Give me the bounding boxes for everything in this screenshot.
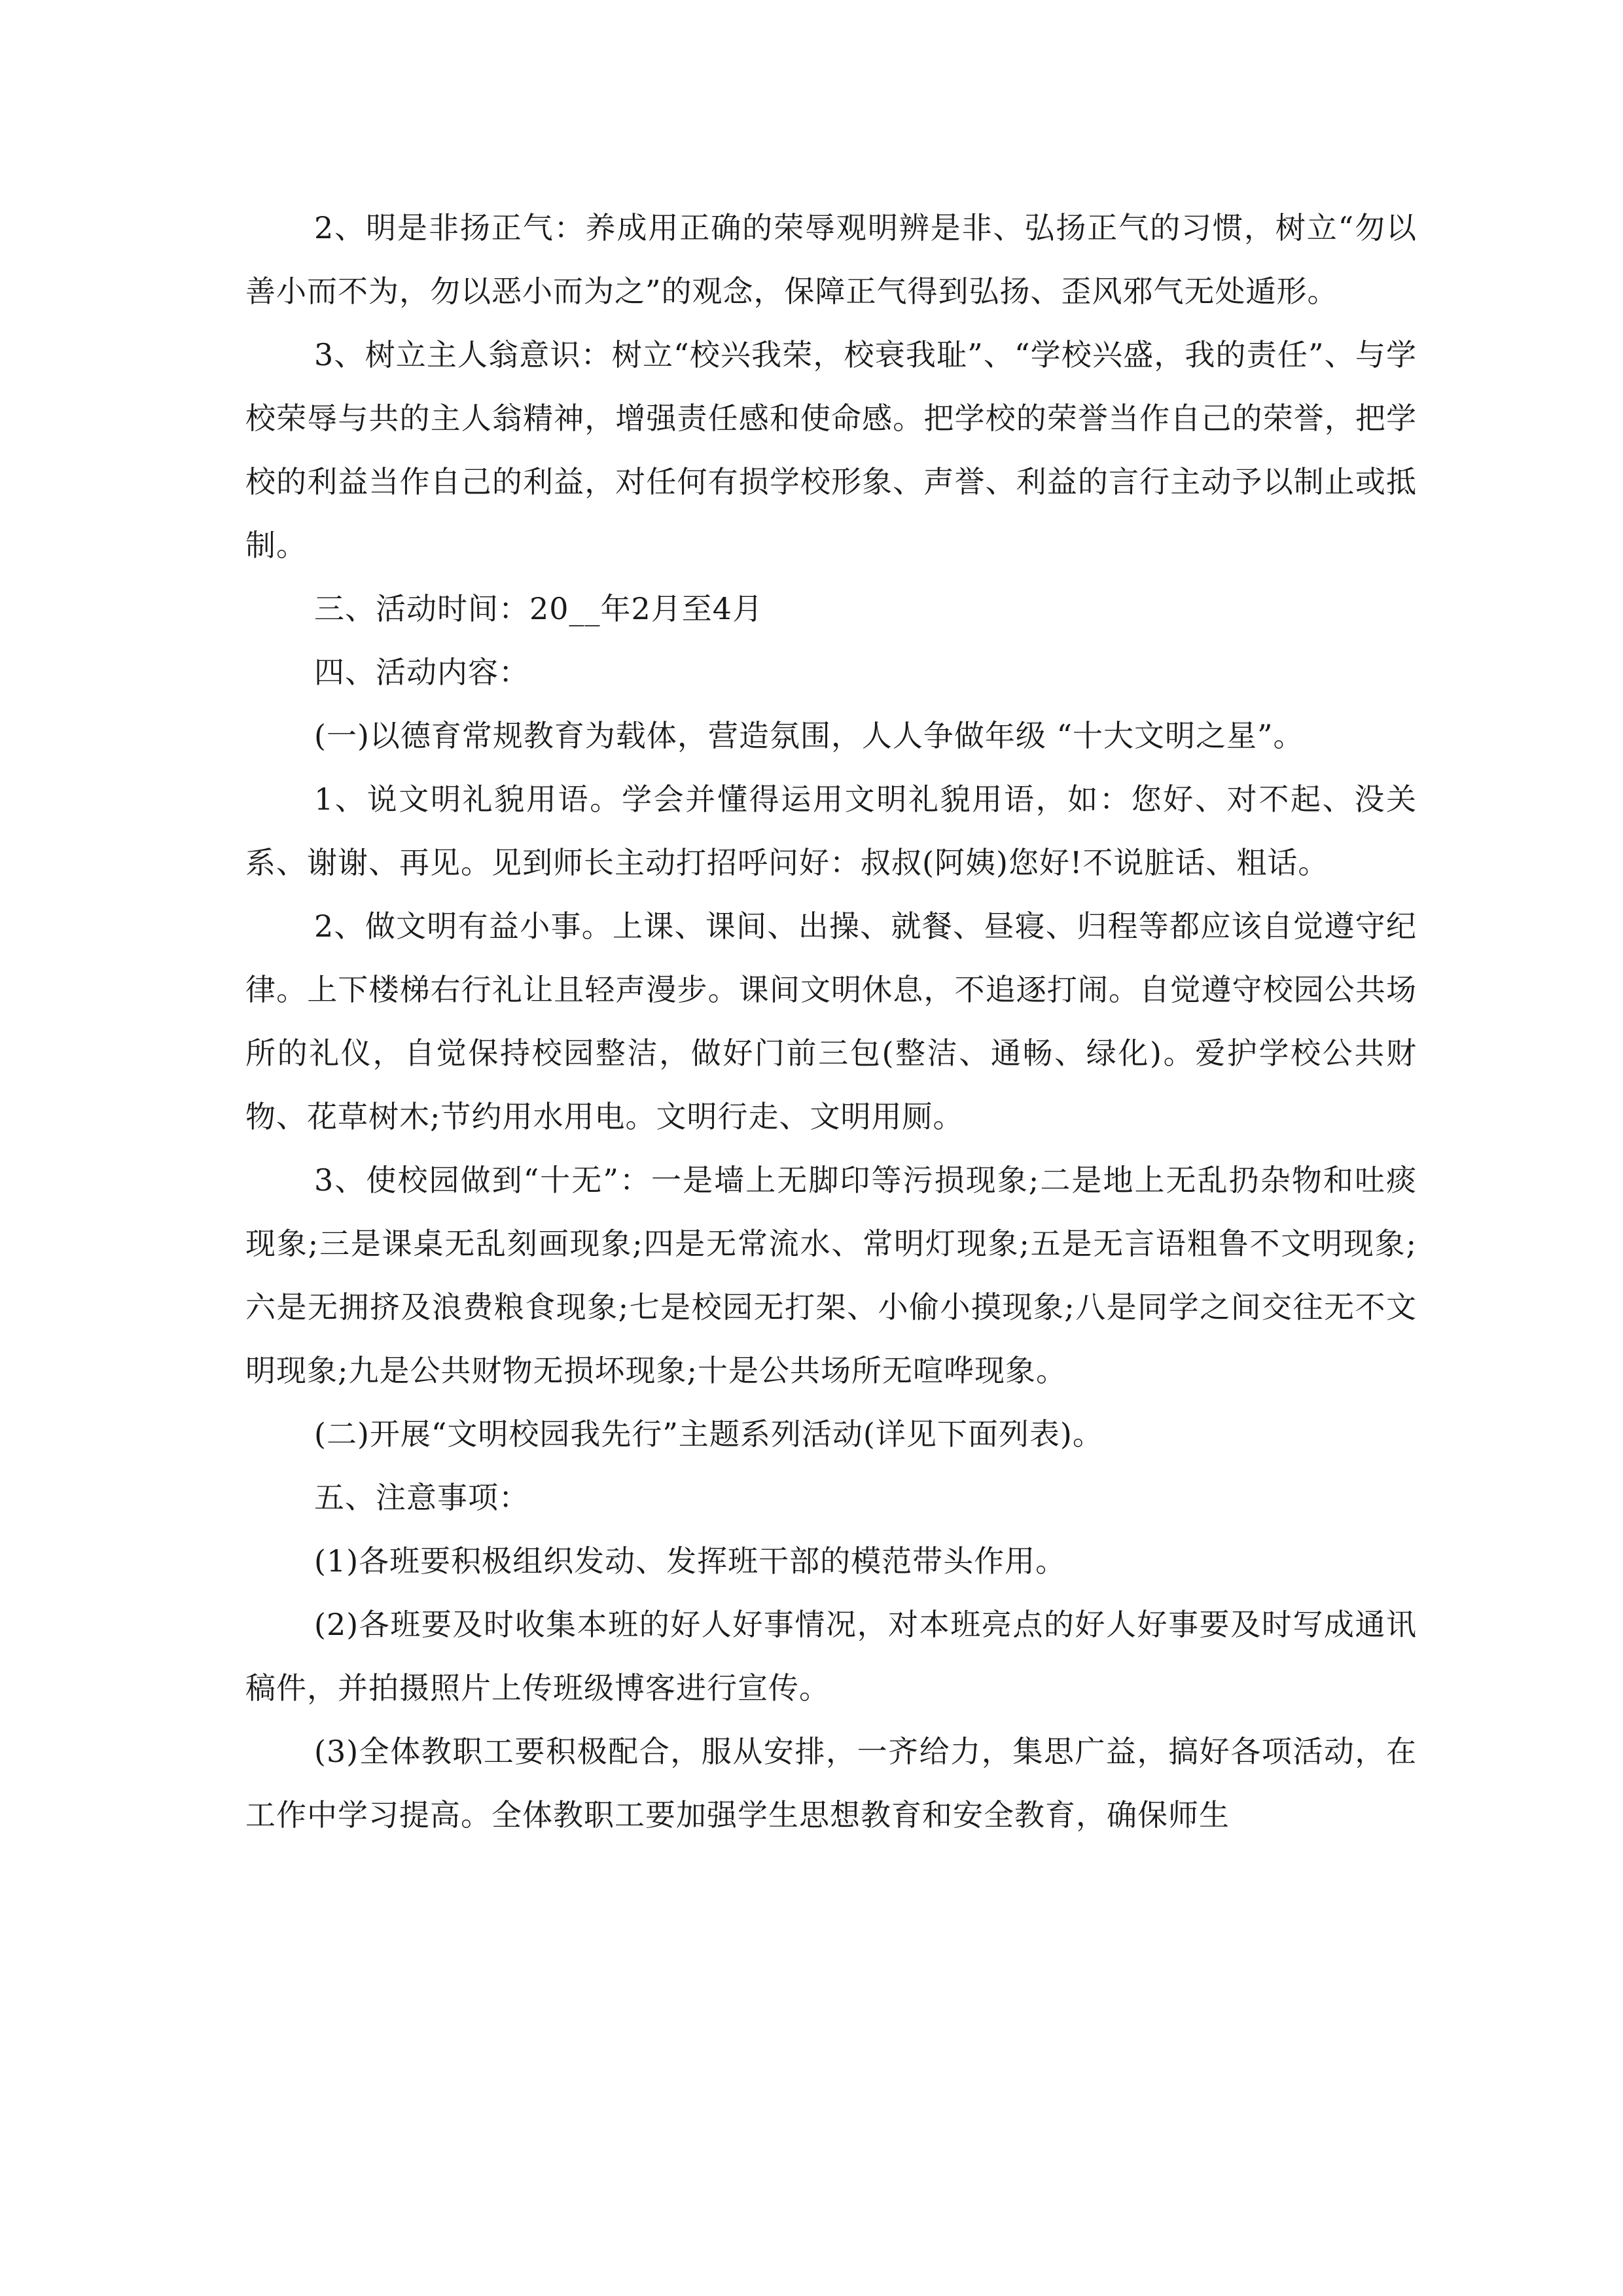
section-heading-notes: 五、注意事项：	[314, 1480, 529, 1515]
paragraph-civil-deeds: 2、做文明有益小事。上课、课间、出操、就餐、昼寝、归程等都应该自觉遵守纪律。上下楼梯右行礼让且轻声漫步。课间文明休息，不追逐打闹。自觉遵守校园公共场所的礼仪，自觉保持校园整洁，做好门前三包(整洁、通畅、绿化)。爱护学校公共财物、花草树木;节约用水用电。文明行走、文明用厕。	[245, 908, 1417, 1134]
document-body	[245, 196, 1417, 1847]
paragraph-ten-nos: 3、使校园做到“十无”：一是墙上无脚印等污损现象;二是地上无乱扔杂物和吐痰现象;三是课桌无乱刻画现象;四是无常流水、常明灯现象;五是无言语粗鲁不文明现象;六是无拥挤及浪费粮食现象;七是校园无打架、小偷小摸现象;八是同学之间交往无不文明现象;九是公共财物无损坏现象;十是公共场所无喧哗现象。	[245, 1162, 1417, 1388]
paragraph-zhu-ren-weng: 3、树立主人翁意识：树立“校兴我荣，校衰我耻”、“学校兴盛，我的责任”、与学校荣辱与共的主人翁精神，增强责任感和使命感。把学校的荣誉当作自己的荣誉，把学校的利益当作自己的利益，对任何有损学校形象、声誉、利益的言行主动予以制止或抵制。	[245, 337, 1417, 563]
subsection-heading-two: (二)开展“文明校园我先行”主题系列活动(详见下面列表)。	[314, 1416, 1103, 1452]
note-item-3: (3)全体教职工要积极配合，服从安排，一齐给力，集思广益，搞好各项活动，在工作中学习提高。全体教职工要加强学生思想教育和安全教育，确保师生	[245, 1734, 1417, 1833]
section-heading-activity-time: 三、活动时间：20__年2月至4月	[314, 591, 764, 626]
note-item-2: (2)各班要及时收集本班的好人好事情况，对本班亮点的好人好事要及时写成通讯稿件，并拍摄照片上传班级博客进行宣传。	[245, 1607, 1417, 1706]
paragraph-polite-language: 1、说文明礼貌用语。学会并懂得运用文明礼貌用语，如：您好、对不起、没关系、谢谢、再见。见到师长主动打招呼问好：叔叔(阿姨)您好!不说脏话、粗话。	[245, 781, 1417, 880]
subsection-heading-one: (一)以德育常规教育为载体，营造氛围，人人争做年级 “十大文明之星”。	[314, 718, 1304, 753]
section-heading-activity-content: 四、活动内容：	[314, 655, 529, 690]
paragraph-ming-shi-fei: 2、明是非扬正气：养成用正确的荣辱观明辨是非、弘扬正气的习惯，树立“勿以善小而不为，勿以恶小而为之”的观念，保障正气得到弘扬、歪风邪气无处遁形。	[245, 210, 1417, 309]
note-item-1: (1)各班要积极组织发动、发挥班干部的模范带头作用。	[314, 1543, 1067, 1579]
